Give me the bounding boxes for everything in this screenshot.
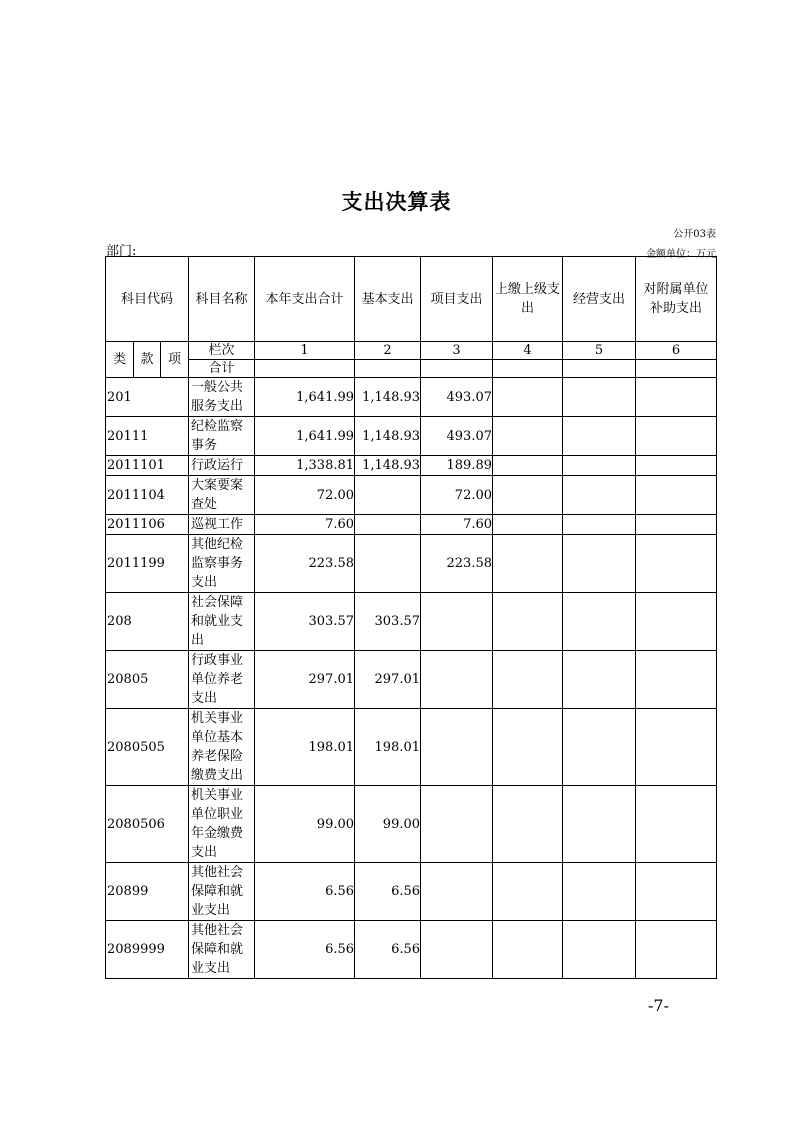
business-amount <box>563 786 636 863</box>
page-title: 支出决算表 <box>341 190 452 214</box>
total-cell <box>355 360 421 378</box>
subsidy-amount <box>636 593 717 651</box>
subject-name: 纪检监察事务 <box>189 417 255 456</box>
basic-amount: 6.56 <box>355 863 421 921</box>
header-code: 科目代码 <box>106 257 189 342</box>
subject-code: 201 <box>106 378 189 417</box>
subject-code: 2080505 <box>106 709 189 786</box>
total-amount: 1,641.99 <box>255 417 355 456</box>
subsidy-amount <box>636 417 717 456</box>
subsidy-amount <box>636 535 717 593</box>
basic-amount: 303.57 <box>355 593 421 651</box>
table-row <box>106 515 717 535</box>
basic-amount: 6.56 <box>355 921 421 979</box>
total-row <box>106 360 717 378</box>
subsidy-amount <box>636 476 717 515</box>
column-number-row <box>106 342 717 360</box>
project-amount: 72.00 <box>421 476 493 515</box>
unit-label: 金额单位：万元 <box>646 249 716 260</box>
department-label: 部门: <box>106 244 137 259</box>
column-number: 2 <box>355 342 421 360</box>
total-amount: 1,338.81 <box>255 456 355 476</box>
subsidy-amount <box>636 378 717 417</box>
subsidy-amount <box>636 786 717 863</box>
subsidy-amount <box>636 709 717 786</box>
column-number: 6 <box>636 342 717 360</box>
business-amount <box>563 921 636 979</box>
subject-code: 20805 <box>106 651 189 709</box>
business-amount <box>563 476 636 515</box>
subsidy-amount <box>636 515 717 535</box>
project-amount: 7.60 <box>421 515 493 535</box>
upper-amount <box>493 535 563 593</box>
project-amount <box>421 709 493 786</box>
subsidy-amount <box>636 921 717 979</box>
business-amount <box>563 417 636 456</box>
business-amount <box>563 378 636 417</box>
table-row <box>106 476 717 515</box>
header-total: 本年支出合计 <box>255 257 355 342</box>
subject-name: 行政运行 <box>189 456 255 476</box>
subject-name: 一般公共服务支出 <box>189 378 255 417</box>
table-row <box>106 456 717 476</box>
subject-code: 2011101 <box>106 456 189 476</box>
upper-amount <box>493 515 563 535</box>
upper-amount <box>493 921 563 979</box>
project-amount <box>421 593 493 651</box>
column-number: 4 <box>493 342 563 360</box>
sub-header-heji: 合计 <box>189 360 255 378</box>
basic-amount: 1,148.93 <box>355 456 421 476</box>
subject-code: 2011106 <box>106 515 189 535</box>
total-amount: 99.00 <box>255 786 355 863</box>
table-row <box>106 651 717 709</box>
header-upper: 上缴上级支出 <box>493 257 563 342</box>
table-row <box>106 535 717 593</box>
table-row <box>106 863 717 921</box>
table-row <box>106 786 717 863</box>
table-body <box>106 378 717 979</box>
basic-amount <box>355 515 421 535</box>
total-amount: 1,641.99 <box>255 378 355 417</box>
column-number: 5 <box>563 342 636 360</box>
page-number: -7- <box>648 996 669 1015</box>
upper-amount <box>493 378 563 417</box>
upper-amount <box>493 593 563 651</box>
expenditure-table <box>105 256 717 979</box>
basic-amount: 1,148.93 <box>355 378 421 417</box>
header-project: 项目支出 <box>421 257 493 342</box>
subject-name: 机关事业单位职业年金缴费支出 <box>189 786 255 863</box>
business-amount <box>563 593 636 651</box>
subject-code: 20899 <box>106 863 189 921</box>
column-number: 1 <box>255 342 355 360</box>
total-amount: 7.60 <box>255 515 355 535</box>
upper-amount <box>493 456 563 476</box>
subject-name: 其他社会保障和就业支出 <box>189 863 255 921</box>
subject-name: 机关事业单位基本养老保险缴费支出 <box>189 709 255 786</box>
subject-code: 2011199 <box>106 535 189 593</box>
total-cell <box>255 360 355 378</box>
total-amount: 6.56 <box>255 863 355 921</box>
upper-amount <box>493 417 563 456</box>
total-amount: 72.00 <box>255 476 355 515</box>
table-row <box>106 921 717 979</box>
sub-header-lei: 类 <box>106 342 134 378</box>
total-amount: 6.56 <box>255 921 355 979</box>
upper-amount <box>493 651 563 709</box>
header-basic: 基本支出 <box>355 257 421 342</box>
project-amount <box>421 921 493 979</box>
sub-header-kuan: 款 <box>134 342 161 378</box>
column-number: 3 <box>421 342 493 360</box>
basic-amount <box>355 535 421 593</box>
total-cell <box>421 360 493 378</box>
subject-code: 20111 <box>106 417 189 456</box>
upper-amount <box>493 476 563 515</box>
business-amount <box>563 709 636 786</box>
header-name: 科目名称 <box>189 257 255 342</box>
business-amount <box>563 535 636 593</box>
header-business: 经营支出 <box>563 257 636 342</box>
subject-name: 大案要案查处 <box>189 476 255 515</box>
subject-name: 其他社会保障和就业支出 <box>189 921 255 979</box>
subject-name: 其他纪检监察事务支出 <box>189 535 255 593</box>
total-amount: 303.57 <box>255 593 355 651</box>
form-number: 公开03表 <box>673 229 716 240</box>
basic-amount <box>355 476 421 515</box>
business-amount <box>563 863 636 921</box>
subject-code: 208 <box>106 593 189 651</box>
total-cell <box>563 360 636 378</box>
upper-amount <box>493 786 563 863</box>
sub-header-xiang: 项 <box>161 342 189 378</box>
project-amount: 493.07 <box>421 417 493 456</box>
project-amount <box>421 786 493 863</box>
header-row <box>106 257 717 342</box>
total-amount: 198.01 <box>255 709 355 786</box>
sub-header-lanci: 栏次 <box>189 342 255 360</box>
subject-code: 2011104 <box>106 476 189 515</box>
total-amount: 297.01 <box>255 651 355 709</box>
header-subsidy: 对附属单位补助支出 <box>636 257 717 342</box>
subject-name: 社会保障和就业支出 <box>189 593 255 651</box>
upper-amount <box>493 863 563 921</box>
upper-amount <box>493 709 563 786</box>
basic-amount: 99.00 <box>355 786 421 863</box>
table-row <box>106 709 717 786</box>
business-amount <box>563 456 636 476</box>
subsidy-amount <box>636 863 717 921</box>
project-amount <box>421 863 493 921</box>
project-amount: 223.58 <box>421 535 493 593</box>
subject-name: 行政事业单位养老支出 <box>189 651 255 709</box>
table-row <box>106 593 717 651</box>
basic-amount: 1,148.93 <box>355 417 421 456</box>
project-amount: 493.07 <box>421 378 493 417</box>
business-amount <box>563 651 636 709</box>
subsidy-amount <box>636 651 717 709</box>
basic-amount: 297.01 <box>355 651 421 709</box>
table-row <box>106 417 717 456</box>
total-cell <box>636 360 717 378</box>
basic-amount: 198.01 <box>355 709 421 786</box>
business-amount <box>563 515 636 535</box>
project-amount <box>421 651 493 709</box>
table-row <box>106 378 717 417</box>
subject-name: 巡视工作 <box>189 515 255 535</box>
subject-code: 2089999 <box>106 921 189 979</box>
project-amount: 189.89 <box>421 456 493 476</box>
subsidy-amount <box>636 456 717 476</box>
total-cell <box>493 360 563 378</box>
total-amount: 223.58 <box>255 535 355 593</box>
subject-code: 2080506 <box>106 786 189 863</box>
